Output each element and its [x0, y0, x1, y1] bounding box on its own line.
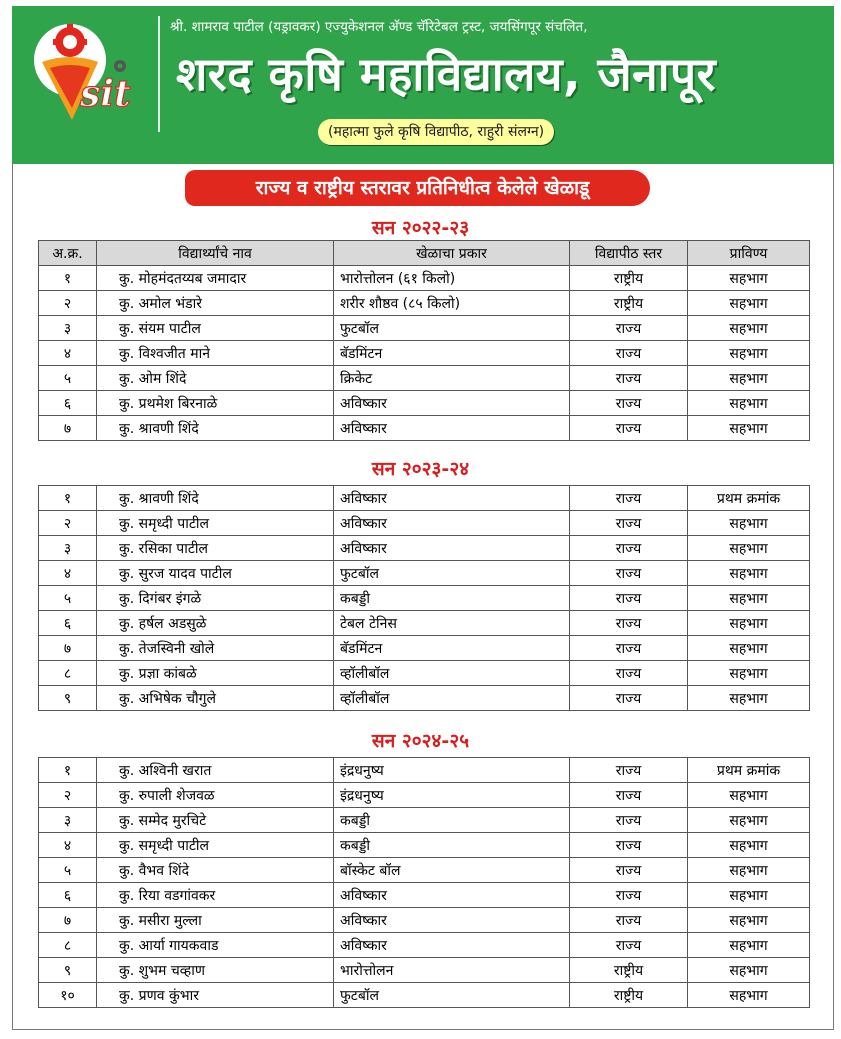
cell-no: ५: [39, 366, 97, 391]
college-name: शरद कृषि महाविद्यालय, जैनापूर: [176, 47, 716, 101]
cell-result: सहभाग: [688, 636, 810, 661]
cell-sport: व्हॉलीबॉल: [334, 686, 570, 711]
header-name: विद्यार्थ्यांचे नाव: [97, 241, 334, 266]
cell-result: सहभाग: [688, 808, 810, 833]
cell-result: सहभाग: [688, 611, 810, 636]
cell-no: ६: [39, 883, 97, 908]
cell-level: राज्य: [570, 808, 688, 833]
cell-sport: फुटबॉल: [334, 983, 570, 1008]
cell-result: सहभाग: [688, 783, 810, 808]
cell-level: राष्ट्रीय: [570, 291, 688, 316]
year-heading-2022-23: सन २०२२-२३: [371, 217, 470, 239]
table-row: [39, 858, 810, 883]
cell-no: ७: [39, 908, 97, 933]
cell-name: कु. समृध्दी पाटील: [97, 833, 334, 858]
cell-level: राज्य: [570, 511, 688, 536]
cell-level: राष्ट्रीय: [570, 983, 688, 1008]
cell-name: कु. ओम शिंदे: [97, 366, 334, 391]
table-row: [39, 266, 810, 291]
table-row: [39, 486, 810, 511]
cell-name: कु. रसिका पाटील: [97, 536, 334, 561]
cell-result: सहभाग: [688, 661, 810, 686]
cell-result: सहभाग: [688, 858, 810, 883]
cell-name: कु. हर्षल अडसुळे: [97, 611, 334, 636]
header-sport: खेळाचा प्रकार: [334, 241, 570, 266]
cell-no: ७: [39, 636, 97, 661]
cell-no: ९: [39, 958, 97, 983]
table-row: [39, 366, 810, 391]
table-header-row: [39, 241, 810, 266]
cell-level: राज्य: [570, 391, 688, 416]
cell-result: सहभाग: [688, 341, 810, 366]
players-table-2022-23: [38, 240, 810, 441]
table-row: [39, 316, 810, 341]
table-row: [39, 883, 810, 908]
table-row: [39, 908, 810, 933]
cell-sport: अविष्कार: [334, 486, 570, 511]
players-table-2023-24: [38, 485, 810, 711]
table-row: [39, 511, 810, 536]
cell-name: कु. रुपाली शेजवळ: [97, 783, 334, 808]
cell-sport: अविष्कार: [334, 391, 570, 416]
cell-no: १: [39, 486, 97, 511]
cell-no: २: [39, 291, 97, 316]
cell-result: सहभाग: [688, 686, 810, 711]
cell-result: प्रथम क्रमांक: [688, 758, 810, 783]
cell-name: कु. सम्मेद मुरचिटे: [97, 808, 334, 833]
cell-level: राज्य: [570, 416, 688, 441]
cell-level: राज्य: [570, 933, 688, 958]
cell-name: कु. अमोल भंडारे: [97, 291, 334, 316]
table-row: [39, 586, 810, 611]
page-title-banner: राज्य व राष्ट्रीय स्तरावर प्रतिनिधीत्व केलेले खेळाडू: [195, 170, 650, 206]
table-row: [39, 561, 810, 586]
cell-name: कु. वैभव शिंदे: [97, 858, 334, 883]
cell-level: राज्य: [570, 661, 688, 686]
cell-no: ९: [39, 686, 97, 711]
table-row: [39, 636, 810, 661]
cell-name: कु. दिगंबर इंगळे: [97, 586, 334, 611]
cell-sport: इंद्रधनुष्य: [334, 783, 570, 808]
trust-line: श्री. शामराव पाटील (यड्रावकर) एज्युकेशनल अ‍ॅण्ड चॅरिटेबल ट्रस्ट, जयसिंगपूर संचलित,: [170, 19, 588, 35]
cell-level: राज्य: [570, 486, 688, 511]
logo-text: sit: [80, 73, 131, 115]
cell-name: कु. समृध्दी पाटील: [97, 511, 334, 536]
table-row: [39, 686, 810, 711]
cell-no: ४: [39, 833, 97, 858]
cell-level: राज्य: [570, 908, 688, 933]
cell-result: सहभाग: [688, 536, 810, 561]
affiliation-pill: (महात्मा फुले कृषि विद्यापीठ, राहुरी संलग्न): [318, 119, 554, 145]
cell-result: सहभाग: [688, 416, 810, 441]
cell-sport: भारोत्तोलन: [334, 958, 570, 983]
cell-result: सहभाग: [688, 586, 810, 611]
cell-level: राज्य: [570, 883, 688, 908]
cell-no: ३: [39, 316, 97, 341]
cell-no: ३: [39, 808, 97, 833]
cell-no: १: [39, 266, 97, 291]
cell-no: ७: [39, 416, 97, 441]
cell-sport: अविष्कार: [334, 536, 570, 561]
cell-result: सहभाग: [688, 561, 810, 586]
cell-result: सहभाग: [688, 316, 810, 341]
cell-level: राज्य: [570, 833, 688, 858]
cell-level: राज्य: [570, 316, 688, 341]
cell-level: राज्य: [570, 636, 688, 661]
table-row: [39, 808, 810, 833]
college-logo: [22, 22, 152, 150]
table-row: [39, 833, 810, 858]
cell-sport: अविष्कार: [334, 416, 570, 441]
header-result: प्राविण्य: [688, 241, 810, 266]
cell-name: कु. संयम पाटील: [97, 316, 334, 341]
cell-no: १०: [39, 983, 97, 1008]
cell-sport: क्रिकेट: [334, 366, 570, 391]
cell-sport: भारोत्तोलन (६१ किलो): [334, 266, 570, 291]
header-level: विद्यापीठ स्तर: [570, 241, 688, 266]
cell-result: सहभाग: [688, 958, 810, 983]
year-heading-2024-25: सन २०२४-२५: [371, 730, 470, 752]
table-row: [39, 291, 810, 316]
cell-no: ५: [39, 858, 97, 883]
cell-no: ८: [39, 933, 97, 958]
cell-level: राज्य: [570, 561, 688, 586]
cell-result: सहभाग: [688, 266, 810, 291]
cell-name: कु. श्रावणी शिंदे: [97, 416, 334, 441]
cell-no: ४: [39, 341, 97, 366]
cell-result: सहभाग: [688, 933, 810, 958]
cell-name: कु. तेजस्विनी खोले: [97, 636, 334, 661]
cell-no: ३: [39, 536, 97, 561]
cell-result: सहभाग: [688, 366, 810, 391]
cell-level: राज्य: [570, 536, 688, 561]
table-row: [39, 758, 810, 783]
cell-sport: अविष्कार: [334, 883, 570, 908]
cell-name: कु. आर्या गायकवाड: [97, 933, 334, 958]
cell-no: १: [39, 758, 97, 783]
table-row: [39, 416, 810, 441]
cell-name: कु. श्रावणी शिंदे: [97, 486, 334, 511]
players-table-2024-25: [38, 757, 810, 1008]
cell-level: राज्य: [570, 341, 688, 366]
cell-sport: अविष्कार: [334, 511, 570, 536]
cell-no: २: [39, 511, 97, 536]
cell-result: सहभाग: [688, 291, 810, 316]
cell-name: कु. रिया वडगांवकर: [97, 883, 334, 908]
cell-sport: कबड्डी: [334, 808, 570, 833]
cell-name: कु. मसीरा मुल्ला: [97, 908, 334, 933]
cell-level: राष्ट्रीय: [570, 266, 688, 291]
table-row: [39, 933, 810, 958]
table-row: [39, 611, 810, 636]
cell-level: राज्य: [570, 858, 688, 883]
cell-name: कु. प्रथमेश बिरनाळे: [97, 391, 334, 416]
cell-no: ८: [39, 661, 97, 686]
cell-result: सहभाग: [688, 883, 810, 908]
cell-result: प्रथम क्रमांक: [688, 486, 810, 511]
cell-result: सहभाग: [688, 983, 810, 1008]
cell-name: कु. विश्वजीत माने: [97, 341, 334, 366]
cell-sport: अविष्कार: [334, 933, 570, 958]
cell-sport: बॅडमिंटन: [334, 636, 570, 661]
cell-level: राज्य: [570, 366, 688, 391]
cell-level: राज्य: [570, 586, 688, 611]
table-row: [39, 958, 810, 983]
cell-result: सहभाग: [688, 908, 810, 933]
header-no: अ.क्र.: [39, 241, 97, 266]
cell-name: कु. प्रणव कुंभार: [97, 983, 334, 1008]
cell-sport: कबड्डी: [334, 586, 570, 611]
cell-no: ४: [39, 561, 97, 586]
cell-no: ५: [39, 586, 97, 611]
cell-name: कु. अश्विनी खरात: [97, 758, 334, 783]
cell-result: सहभाग: [688, 391, 810, 416]
cell-no: २: [39, 783, 97, 808]
cell-sport: बॉस्केट बॉल: [334, 858, 570, 883]
cell-result: सहभाग: [688, 511, 810, 536]
table-row: [39, 536, 810, 561]
cell-sport: अविष्कार: [334, 908, 570, 933]
table-row: [39, 391, 810, 416]
cell-sport: टेबल टेनिस: [334, 611, 570, 636]
cell-sport: फुटबॉल: [334, 561, 570, 586]
table-row: [39, 341, 810, 366]
header-divider: [158, 16, 160, 132]
cell-name: कु. मोहमंदतय्यब जमादार: [97, 266, 334, 291]
cell-sport: कबड्डी: [334, 833, 570, 858]
cell-sport: इंद्रधनुष्य: [334, 758, 570, 783]
cell-no: ६: [39, 611, 97, 636]
cell-name: कु. अभिषेक चौगुले: [97, 686, 334, 711]
table-row: [39, 783, 810, 808]
year-heading-2023-24: सन २०२३-२४: [371, 458, 470, 480]
cell-level: राज्य: [570, 758, 688, 783]
cell-level: राष्ट्रीय: [570, 958, 688, 983]
cell-sport: फुटबॉल: [334, 316, 570, 341]
cell-name: कु. शुभम चव्हाण: [97, 958, 334, 983]
cell-name: कु. प्रज्ञा कांबळे: [97, 661, 334, 686]
cell-no: ६: [39, 391, 97, 416]
cell-name: कु. सुरज यादव पाटील: [97, 561, 334, 586]
table-row: [39, 983, 810, 1008]
table-row: [39, 661, 810, 686]
cell-level: राज्य: [570, 611, 688, 636]
sit-logo-icon: [22, 22, 152, 150]
cell-sport: व्हॉलीबॉल: [334, 661, 570, 686]
cell-level: राज्य: [570, 783, 688, 808]
cell-sport: शरीर शौष्ठव (८५ किलो): [334, 291, 570, 316]
cell-result: सहभाग: [688, 833, 810, 858]
cell-level: राज्य: [570, 686, 688, 711]
cell-sport: बॅडमिंटन: [334, 341, 570, 366]
